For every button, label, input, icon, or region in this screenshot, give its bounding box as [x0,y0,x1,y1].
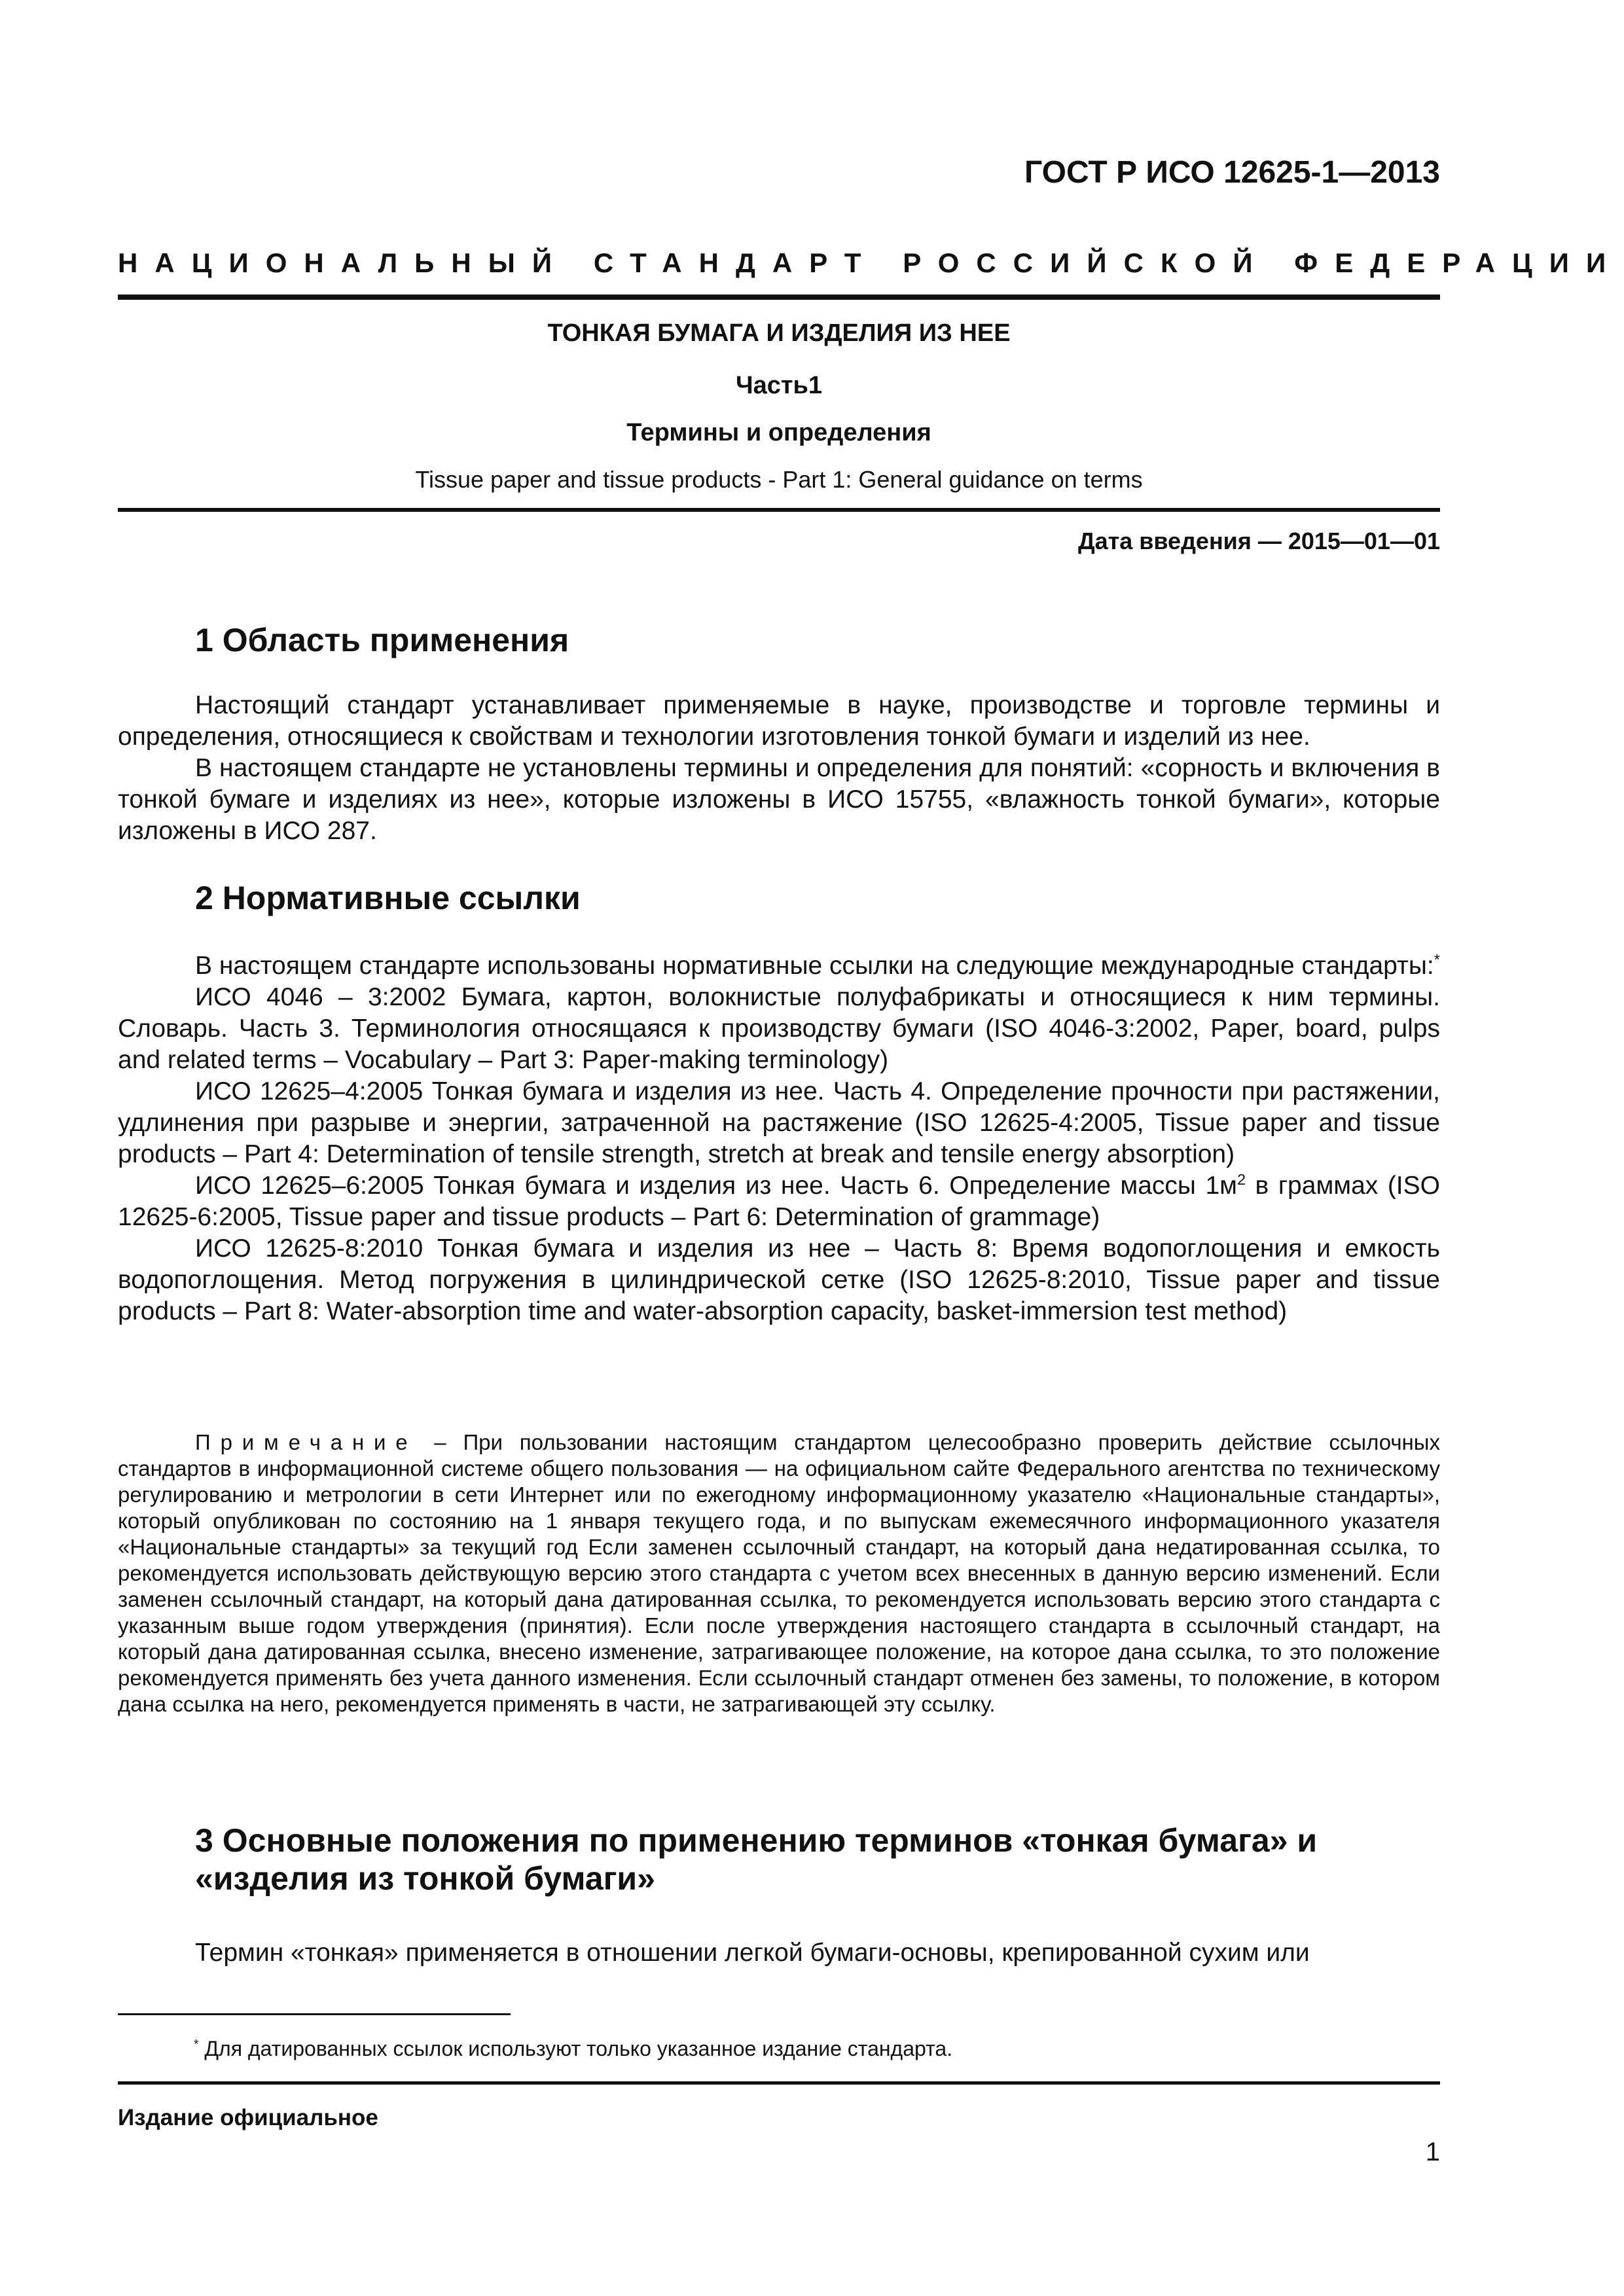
section-3-paragraph-1: Термин «тонкая» применяется в отношении легкой бумаги-основы, крепированной сухим или [195,1939,1310,1967]
title-rule-bottom [118,508,1440,512]
square-metre-superscript: 2 [1236,1171,1246,1188]
document-title: ТОНКАЯ БУМАГА И ИЗДЕЛИЯ ИЗ НЕЕ [547,319,1011,347]
section-1-paragraph-1: Настоящий стандарт устанавливает применяемые в науке, производстве и торговле термины и определения, относящиеся к свойствам и технологии изготовления тонкой бумаги и изделий из нее. [118,691,1440,751]
header-rule-top [118,295,1440,300]
footnote-separator [118,2013,511,2015]
reference-iso-4046-3: ИСО 4046 – 3:2002 Бумага, картон, волокнистые полуфабрикаты и относящиеся к ним термины. Словарь. Часть 3. Терминология относящаяся к производству бумаги (ISO 4046-3:2002, Paper, board, pulps and related terms – Vocabulary – Part 3: Paper-making terminology) [118,983,1440,1074]
reference-iso-12625-6-part-a: ИСО 12625–6:2005 Тонкая бумага и изделия из нее. Часть 6. Определение массы 1м [195,1172,1237,1200]
document-subtitle: Термины и определения [626,419,931,446]
document-english-title: Tissue paper and tissue products - Part 1: General guidance on terms [415,466,1143,493]
footnote-reference-mark: * [1434,951,1440,968]
footnote-mark: * [194,2037,199,2052]
note-paragraph [118,1429,1440,1717]
section-1-body [118,690,1440,847]
footer-rule [118,2081,1440,2085]
national-standard-banner: НАЦИОНАЛЬНЫЙ СТАНДАРТ РОССИЙСКОЙ ФЕДЕРАЦИИ [118,247,1623,278]
introduction-date: Дата введения — 2015—01—01 [1077,528,1440,554]
section-1-heading: 1 Область применения [195,622,569,658]
section-1-paragraph-2: В настоящем стандарте не установлены термины и определения для понятий: «сорность и включения в тонкой бумаге и изделиях из нее», которые изложены в ИСО 15755, «влажность тонкой бумаги», которые изложены в ИСО 287. [118,754,1440,845]
footnote-text: Для датированных ссылок используют только указанное издание стандарта. [198,2037,953,2060]
section-2-heading: 2 Нормативные ссылки [195,880,581,916]
section-2-note [118,1429,1440,1717]
reference-iso-12625-6-part-b: в граммах (ISO 12625-6:2005, Tissue paper and tissue products – Part 6: Determination of grammage) [118,1172,1440,1231]
reference-iso-12625-8: ИСО 12625-8:2010 Тонкая бумага и изделия из нее – Часть 8: Время водопоглощения и емкость водопоглощения. Метод погружения в цилиндрической сетке (ISO 12625-8:2010, Tissue paper and tissue products – Part 8: Water-absorption time and water-absorption capacity, basket-immersion test method) [118,1234,1440,1325]
section-3-heading: 3 Основные положения по применению терминов «тонкая бумага» и «изделия из тонкой бумаги» [195,1822,1318,1897]
section-3-body [118,1937,1440,1969]
reference-iso-12625-6 [118,1170,1440,1233]
note-label: Примечание [195,1430,418,1454]
footnote [194,2037,952,2061]
section-2-intro [118,950,1440,982]
reference-iso-12625-4: ИСО 12625–4:2005 Тонкая бумага и изделия из нее. Часть 4. Определение прочности при растяжении, удлинения при разрыве и энергии, затраченной на растяжение (ISO 12625-4:2005, Tissue paper and tissue products – Part 4: Determination of tensile strength, stretch at break and tensile energy absorption) [118,1077,1440,1168]
official-edition-label: Издание официальное [118,2105,378,2130]
section-2-intro-text: В настоящем стандарте использованы нормативные ссылки на следующие международные стандарты: [195,952,1434,980]
document-code: ГОСТ Р ИСО 12625-1—2013 [1024,155,1440,190]
document-part: Часть1 [735,372,823,399]
page-number: 1 [1425,2138,1440,2166]
section-2-body [118,950,1440,1327]
note-text: – При пользовании настоящим стандартом целесообразно проверить действие ссылочных стандартов в информационной системе общего пользования — на официальном сайте Федерального агентства по техническому регулированию и метрологии в сети Интернет или по ежегодному информационному указателю «Национальные стандарты», который опубликован по состоянию на 1 января текущего года, и по выпускам ежемесячного информационного указателя «Национальные стандарты» за текущий год Если заменен ссылочный стандарт, на который дана недатированная ссылка, то рекомендуется использовать действующую версию этого стандарта с учетом всех внесенных в данную версию изменений. Если заменен ссылочный стандарт, на который дана датированная ссылка, то рекомендуется использовать версию этого стандарта с указанным выше годом утверждения (принятия). Если после утверждения настоящего стандарта в ссылочный стандарт, на который дана датированная ссылка, внесено изменение, затрагивающее положение, на которое дана ссылка, то это положение рекомендуется применять без учета данного изменения. Если ссылочный стандарт отменен без замены, то положение, в котором дана ссылка на него, рекомендуется применять в части, не затрагивающей эту ссылку. [118,1430,1440,1716]
